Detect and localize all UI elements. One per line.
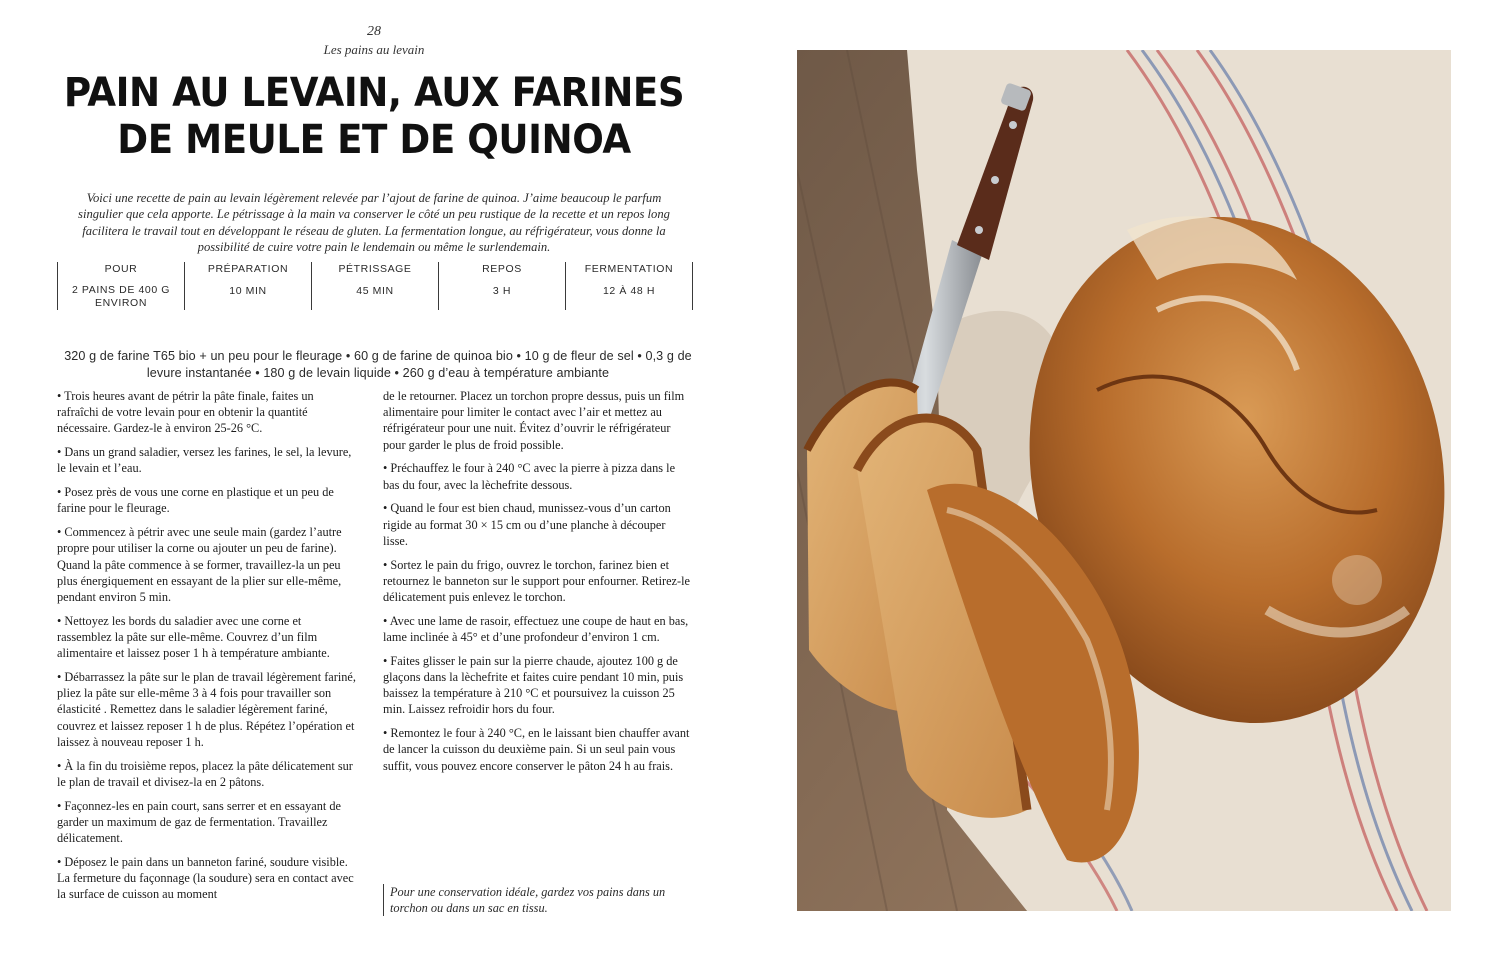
info-cell-kneading — [311, 262, 438, 310]
step-item: • Remontez le four à 240 °C, en le laissant bien chauffer avant de lancer la cuisson du deuxième pain. Si un seul pain vous suffit, vous pouvez encore conserver le pâton 24 h au frais. — [383, 726, 690, 773]
step-item: • Sortez le pain du frigo, ouvrez le torchon, farinez bien et retournez le banneton sur le support pour enfourner. Retirez-le délicatement puis enlevez le torchon. — [383, 557, 690, 605]
page-number: 28 — [367, 24, 381, 39]
section-title: Les pains au levain — [323, 42, 425, 57]
info-label: FERMENTATION — [584, 263, 674, 275]
info-label: POUR — [104, 263, 138, 275]
info-label: REPOS — [482, 263, 522, 275]
step-item: • À la fin du troisième repos, placez la pâte délicatement sur le plan de travail et divisez-la en 2 pâtons. — [57, 758, 353, 789]
bread-photo — [797, 50, 1451, 911]
steps-column-right — [383, 388, 693, 781]
step-item: • Quand le four est bien chaud, munissez-vous d’un carton rigide au format 30 × 15 cm ou d’une planche à découper lisse. — [383, 501, 671, 548]
recipe-title-line1: PAIN AU LEVAIN, AUX FARINES — [63, 70, 685, 116]
step-item: • Commencez à pétrir avec une seule main (gardez l’autre propre pour utiliser la corne ou ajouter un peu de farine). Quand la pâte commence à se former, travaillez-la un peu plus énergiquement en essayant de la plier sur elle-même, pendant environ 5 min. — [57, 525, 342, 605]
storage-tip: Pour une conservation idéale, gardez vos pains dans un torchon ou dans un sac en tissu. — [383, 884, 690, 916]
recipe-title — [54, 70, 694, 164]
step-item: • Nettoyez les bords du saladier avec une corne et rassemblez la pâte sur elle-même. Couvrez d’un film alimentaire et laissez poser 1 h à température ambiante. — [57, 613, 330, 661]
step-item: • Avec une lame de rasoir, effectuez une coupe de haut en bas, lame inclinée à 45° et d’une profondeur d’environ 1 cm. — [383, 613, 689, 645]
info-cell-fermentation — [565, 262, 693, 310]
info-value: 45 MIN — [356, 285, 394, 297]
step-item: • Déposez le pain dans un banneton fariné, soudure visible. La fermeture du façonnage (la soudure) sera en contact avec la surface de cuisson au moment — [57, 854, 354, 902]
step-item: • Trois heures avant de pétrir la pâte finale, faites un rafraîchi de votre levain pour en obtenir la quantité nécessaire. Gardez-le à environ 25-26 °C. — [57, 389, 314, 436]
info-cell-rest — [438, 262, 565, 310]
info-value: 10 MIN — [229, 285, 267, 297]
step-item: • Faites glisser le pain sur la pierre chaude, ajoutez 100 g de glaçons dans la lèchefrite et faites cuire pendant 10 min, puis baissez la température à 210 °C et poursuivez la cuisson 25 min. Laissez refroidir hors du four. — [383, 653, 684, 717]
info-cell-preparation — [184, 262, 311, 310]
info-label: PRÉPARATION — [207, 263, 289, 275]
recipe-title-line2: DE MEULE ET DE QUINOA — [117, 117, 631, 163]
step-item: de le retourner. Placez un torchon propre dessus, puis un film alimentaire pour limiter le contact avec l’air et mettez au réfrigérateur pour une nuit. Évitez d’ouvrir le réfrigérateur pour garder le plus de froid possible. — [383, 389, 685, 452]
steps-column-left — [57, 388, 357, 910]
info-value: 3 H — [492, 285, 512, 297]
info-value: 12 À 48 H — [602, 285, 656, 297]
step-item: • Débarrassez la pâte sur le plan de travail légèrement fariné, pliez la pâte sur elle-même 3 à 4 fois pour travailler son élasticité . Remettez dans le saladier légèrement fariné, couvrez et laissez reposer 1 h de plus. Répétez l’opération et laissez à nouveau reposer 1 h. — [57, 670, 356, 749]
step-item: • Façonnez-les en pain court, sans serrer et en essayant de garder un maximum de gaz de fermentation. Travaillez délicatement. — [57, 798, 341, 846]
info-cell-servings — [57, 262, 184, 310]
step-item: • Posez près de vous une corne en plastique et un peu de farine pour le fleurage. — [57, 485, 334, 516]
step-item: • Dans un grand saladier, versez les farines, le sel, la levure, le levain et l’eau. — [57, 445, 352, 476]
recipe-intro: Voici une recette de pain au levain légèrement relevée par l’ajout de farine de quinoa. J’aime beaucoup le parfum singulier que cela apporte. Le pétrissage à la main va conserver le côté un peu rustique de la recette et un repos long facilitera le travail tout en développant le réseau de gluten. La fermentation longue, au réfrigérateur, vous donne la possibilité de cuire votre pain le lendemain ou même le surlendemain. — [78, 190, 670, 255]
info-value: 2 PAINS DE 400 G ENVIRON — [71, 284, 171, 309]
recipe-info-table — [57, 262, 693, 310]
step-item: • Préchauffez le four à 240 °C avec la pierre à pizza dans le bas du four, avec la lèchefrite dessous. — [383, 461, 676, 492]
ingredients-list: 320 g de farine T65 bio + un peu pour le fleurage • 60 g de farine de quinoa bio • 10 g de fleur de sel • 0,3 g de levure instantanée • 180 g de levain liquide • 260 g d’eau à température ambiante — [64, 348, 692, 380]
info-label: PÉTRISSAGE — [338, 263, 412, 275]
